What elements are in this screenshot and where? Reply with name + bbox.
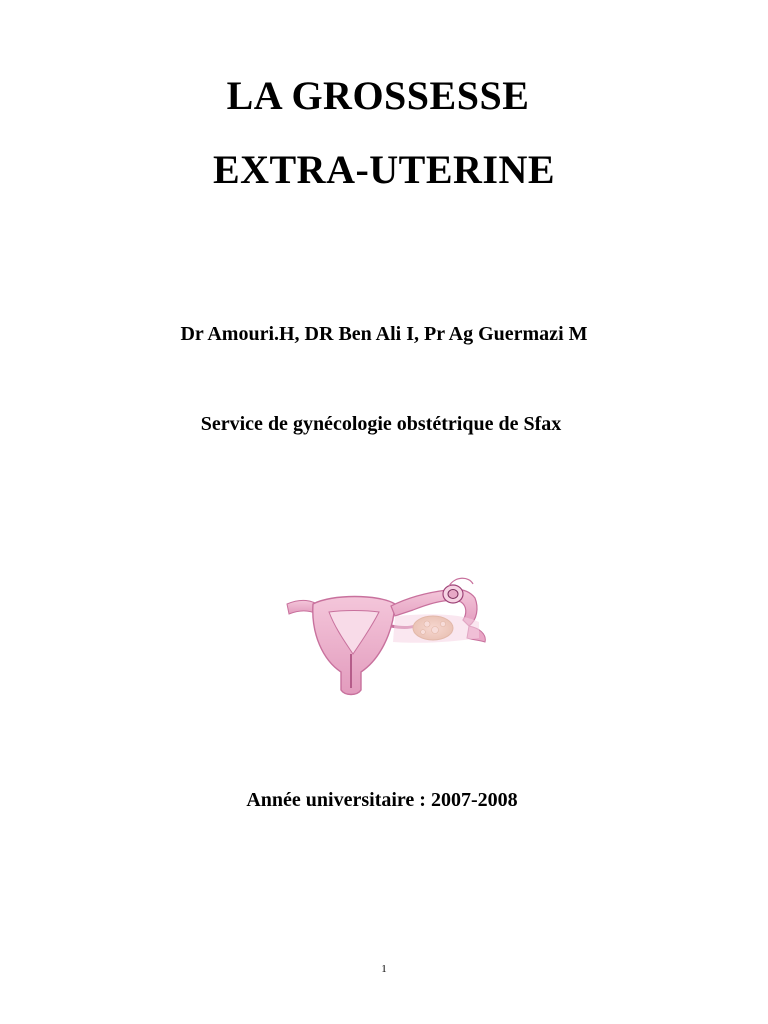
title-line-2: EXTRA-UTERINE [212, 147, 556, 192]
academic-year-line: Année universitaire : 2007-2008 [246, 789, 518, 811]
page-number: 1 [381, 963, 387, 975]
service-line: Service de gynécologie obstétrique de Sfax [200, 413, 562, 435]
uterus-ectopic-pregnancy-illustration [283, 568, 493, 700]
authors-line: Dr Amouri.H, DR Ben Ali I, Pr Ag Guermazi M [180, 323, 588, 345]
title-line-1: LA GROSSESSE [226, 73, 530, 118]
